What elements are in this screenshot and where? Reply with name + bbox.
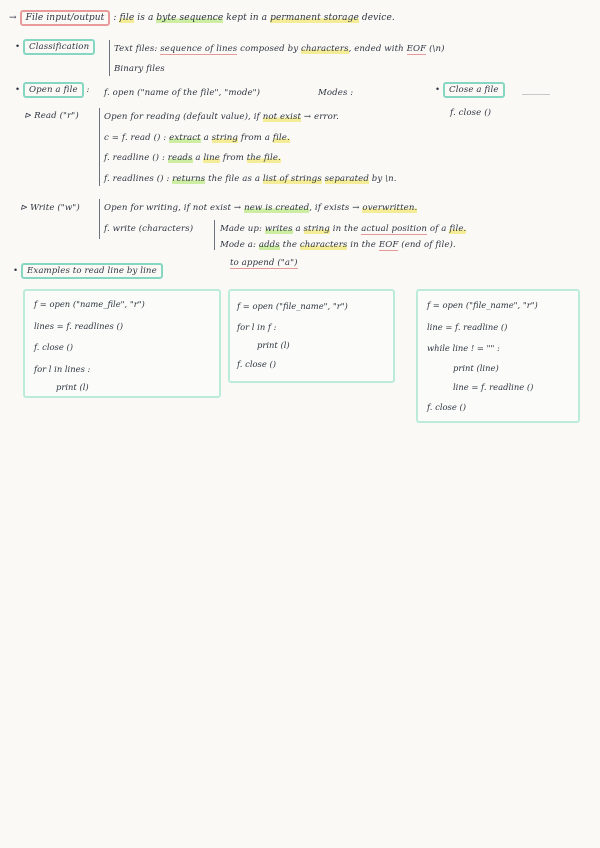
classification-label: Classification [23,39,95,55]
read-heading [24,111,79,121]
write-heading [20,203,80,213]
title-line: → File input/output : file is a byte sequence kept in a permanent storage device. [9,13,395,23]
divider [522,94,550,95]
code-line: f. close () [427,402,466,412]
example-card-1 [23,289,221,398]
code-line: f = open ("file_name", "r") [427,300,538,310]
code-line: print (l) [56,382,89,392]
page-title: File input/output [20,10,111,26]
bracket-line [99,199,100,239]
bullet-icon: • [13,266,19,276]
code-line: f. close () [34,342,73,352]
open-code: f. open ("name of the file", "mode") [104,88,261,98]
write-label: Write ("w") [30,203,80,213]
code-line: for l in f : [237,322,277,332]
write-line-5: to append ("a") [230,258,298,268]
close-heading [435,85,505,95]
code-line: line = f. readline () [453,382,534,392]
bracket-line [109,40,110,76]
example-card-3 [416,289,580,423]
title-term-file: file [119,13,135,23]
bullet-icon: • [15,42,21,52]
read-line-2: c = f. read () : extract a string from a file. [104,133,290,143]
classification-heading [15,42,95,52]
triangle-icon: ⊳ [24,111,32,121]
code-line: while line ! = "" : [427,343,500,353]
close-label: Close a file [443,82,505,98]
title-term-permanent-storage: permanent storage [270,13,359,23]
code-line: line = f. readline () [427,322,508,332]
text-files-line: Text files: sequence of lines composed by characters, ended with EOF (\n) [114,44,445,54]
code-line: for l in lines : [34,364,91,374]
write-line-2: f. write (characters) [104,224,194,234]
read-label: Read ("r") [34,111,79,121]
bullet-icon: • [435,85,441,95]
examples-heading [13,266,163,276]
code-line: f = open ("file_name", "r") [237,301,348,311]
bracket-line [99,108,100,186]
bracket-line [214,220,215,250]
triangle-icon: ⊳ [20,203,28,213]
code-line: print (l) [257,340,290,350]
write-line-3: Made up: writes a string in the actual position of a file. [220,224,467,234]
title-term-byte-sequence: byte sequence [156,13,224,23]
write-line-1: Open for writing, if not exist → new is created, if exists → overwritten. [104,203,418,213]
example-card-2 [228,289,395,383]
write-line-4: Mode a: adds the characters in the EOF (end of file). [220,240,456,250]
open-label: Open a file [23,82,84,98]
code-line: print (line) [453,363,499,373]
code-line: lines = f. readlines () [34,321,123,331]
open-heading: • Open a file : [15,85,89,95]
code-line: f = open ("name_file", "r") [34,299,145,309]
read-line-4: f. readlines () : returns the file as a list of strings separated by \n. [104,174,397,184]
read-line-1: Open for reading (default value), if not exist → error. [104,112,339,122]
read-line-3: f. readline () : reads a line from the file. [104,153,281,163]
examples-label: Examples to read line by line [21,263,163,279]
code-line: f. close () [237,359,276,369]
bullet-icon: • [15,85,21,95]
modes-label: Modes : [318,88,354,98]
binary-files-line: Binary files [114,64,165,74]
close-code: f. close () [450,108,492,118]
arrow-icon: → [9,13,17,23]
